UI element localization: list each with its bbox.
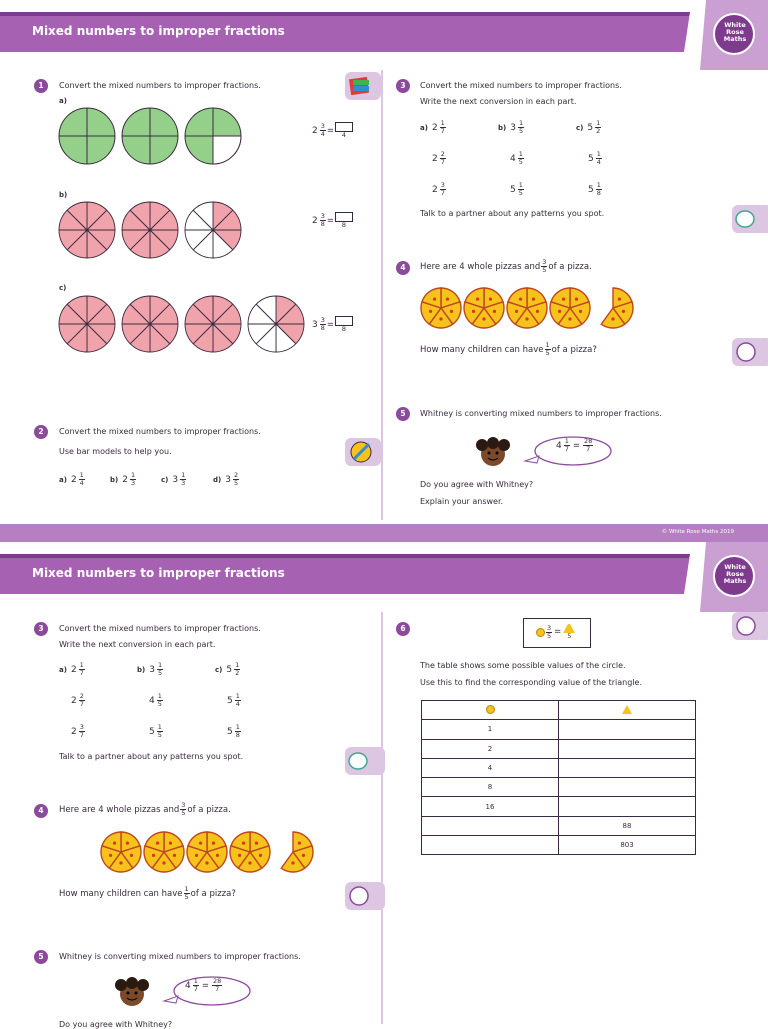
values-table [421, 700, 696, 855]
worksheet-page-2 [0, 542, 768, 1029]
q1b-label: b) [59, 191, 68, 199]
question-number-5: 5 [34, 950, 48, 964]
table-row: 88 [422, 816, 696, 835]
q3-item: 2 3 7 [71, 723, 84, 739]
q1b-circles [58, 201, 244, 261]
q3-hint: Write the next conversion in each part. [59, 640, 216, 649]
q2-hint: Use bar models to help you. [59, 447, 172, 456]
column-divider [381, 612, 383, 1024]
pencil-icon [345, 438, 381, 466]
q5-instruction: Whitney is converting mixed numbers to improper fractions. [59, 952, 301, 961]
q1c-circles [58, 295, 308, 355]
equation: $\frac{3}{5}$ = 5 [536, 624, 576, 640]
q3-item: 5 1 8 [588, 181, 601, 197]
q3-partner: Talk to a partner about any patterns you spot. [59, 752, 244, 761]
whole-pizza [187, 832, 227, 872]
q3-item: 2 3 7 [432, 181, 445, 197]
page-title: Mixed numbers to improper fractions [32, 24, 285, 38]
whitney-bubble-text: 4 $\frac{1}{7}$ = $\frac{28}{7}$ [185, 977, 222, 993]
q4-statement: Here are 4 whole pizzas and 3 5 of a pizza. [59, 801, 231, 817]
q2-instruction: Convert the mixed numbers to improper fractions. [59, 427, 261, 436]
q5-instruction: Whitney is converting mixed numbers to improper fractions. [420, 409, 662, 418]
q3-item: 5 1 4 [227, 692, 240, 708]
question-number-4: 4 [396, 261, 410, 275]
speech-bubble-icon [345, 747, 381, 775]
question-number-2: 2 [34, 425, 48, 439]
q1b-expression: 2 $\frac{3}{8}$ = 8 [312, 212, 354, 229]
whole-pizza [550, 288, 590, 328]
circle-quarters-full [122, 108, 178, 164]
q6-text2: Use this to find the corresponding value of the triangle. [420, 678, 642, 687]
book-icon [345, 72, 381, 100]
circle-quarters-full [59, 108, 115, 164]
q4-statement: Here are 4 whole pizzas and 3 5 of a pizza. [420, 258, 592, 274]
triangle-header [559, 701, 696, 720]
q1a-circles [58, 107, 244, 167]
logo-text: White Rose Maths [723, 21, 747, 43]
q3-item: b) 3 1 5 [498, 119, 524, 135]
q1a-label: a) [59, 97, 67, 105]
table-row: 16 [422, 797, 696, 816]
table-row: 8 [422, 778, 696, 797]
q1a-expression: 2 $\frac{3}{4}$ = 4 [312, 122, 354, 139]
cloud-thinking-icon [345, 882, 381, 910]
pizza-row [100, 830, 270, 874]
q3-item: a) 2 1 7 [59, 661, 84, 677]
q3-item: 4 1 5 [149, 692, 162, 708]
question-number-4: 4 [34, 804, 48, 818]
q3-partner: Talk to a partner about any patterns you spot. [420, 209, 605, 218]
q5-explain: Explain your answer. [420, 497, 504, 506]
q2a: a) 2 1 4 [59, 471, 84, 487]
q3-hint: Write the next conversion in each part. [420, 97, 577, 106]
q3-instruction: Convert the mixed numbers to improper fractions. [59, 624, 261, 633]
q5-agree-partial: Do you agree with Whitney? [59, 1020, 173, 1029]
cloud-thinking-icon [732, 612, 768, 640]
q3-item: 2 2 7 [71, 692, 84, 708]
circle-icon [486, 705, 495, 714]
circle-icon [536, 628, 545, 637]
whole-pizza [101, 832, 141, 872]
q3-item: c) 5 1 2 [576, 119, 601, 135]
partial-pizza [601, 288, 633, 328]
triangle-icon [622, 705, 632, 714]
question-number-1: 1 [34, 79, 48, 93]
pizza-row [420, 286, 630, 330]
q4-question: How many children can have 1 5 of a pizza? [59, 885, 236, 901]
logo-text: White Rose Maths [723, 563, 747, 585]
q4-question: How many children can have 1 5 of a pizza? [420, 341, 597, 357]
q2c: c) 3 1 3 [161, 471, 186, 487]
q3-item: 5 1 5 [510, 181, 523, 197]
whole-pizza [464, 288, 504, 328]
footer-bar [0, 524, 768, 542]
copyright: © White Rose Maths 2019 [661, 529, 734, 535]
question-number-5: 5 [396, 407, 410, 421]
table-row: 4 [422, 758, 696, 777]
circle-quarters-three [185, 108, 241, 164]
q1c-expression: 3 $\frac{3}{8}$ = 8 [312, 316, 354, 333]
q6-text1: The table shows some possible values of the circle. [420, 661, 626, 670]
q3-item: b) 3 1 5 [137, 661, 163, 677]
question-number-6: 6 [396, 622, 410, 636]
q3-item: a) 2 1 7 [420, 119, 445, 135]
cloud-thinking-icon [732, 338, 768, 366]
table-row: 1 [422, 720, 696, 739]
whitney-character [112, 976, 254, 1010]
whole-pizza [144, 832, 184, 872]
q2b: b) 2 1 3 [110, 471, 136, 487]
q1-instruction: Convert the mixed numbers to improper fractions. [59, 81, 261, 90]
question-number-3: 3 [396, 79, 410, 93]
column-divider [381, 70, 383, 520]
q3-item: 4 1 5 [510, 150, 523, 166]
q3-item: c) 5 1 2 [215, 661, 240, 677]
page-title: Mixed numbers to improper fractions [32, 566, 285, 580]
question-number-3: 3 [34, 622, 48, 636]
table-row: 803 [422, 836, 696, 855]
whole-pizza [421, 288, 461, 328]
speech-bubble-icon [732, 205, 768, 233]
q2d: d) 3 2 5 [213, 471, 239, 487]
table-row: 2 [422, 739, 696, 758]
partial-pizza [281, 832, 313, 872]
q3-item: 2 2 7 [432, 150, 445, 166]
whole-pizza [230, 832, 270, 872]
whole-pizza [507, 288, 547, 328]
q3-item: 5 1 8 [227, 723, 240, 739]
q3-instruction: Convert the mixed numbers to improper fractions. [420, 81, 622, 90]
table-header-row [422, 701, 696, 720]
q5-agree: Do you agree with Whitney? [420, 480, 534, 489]
whitney-bubble-text: 4 $\frac{1}{7}$ = $\frac{28}{7}$ [556, 437, 593, 453]
q3-item: 5 1 4 [588, 150, 601, 166]
q3-item: 5 1 5 [149, 723, 162, 739]
equation-box [523, 618, 591, 648]
q1c-label: c) [59, 284, 67, 292]
circle-header [422, 701, 559, 720]
